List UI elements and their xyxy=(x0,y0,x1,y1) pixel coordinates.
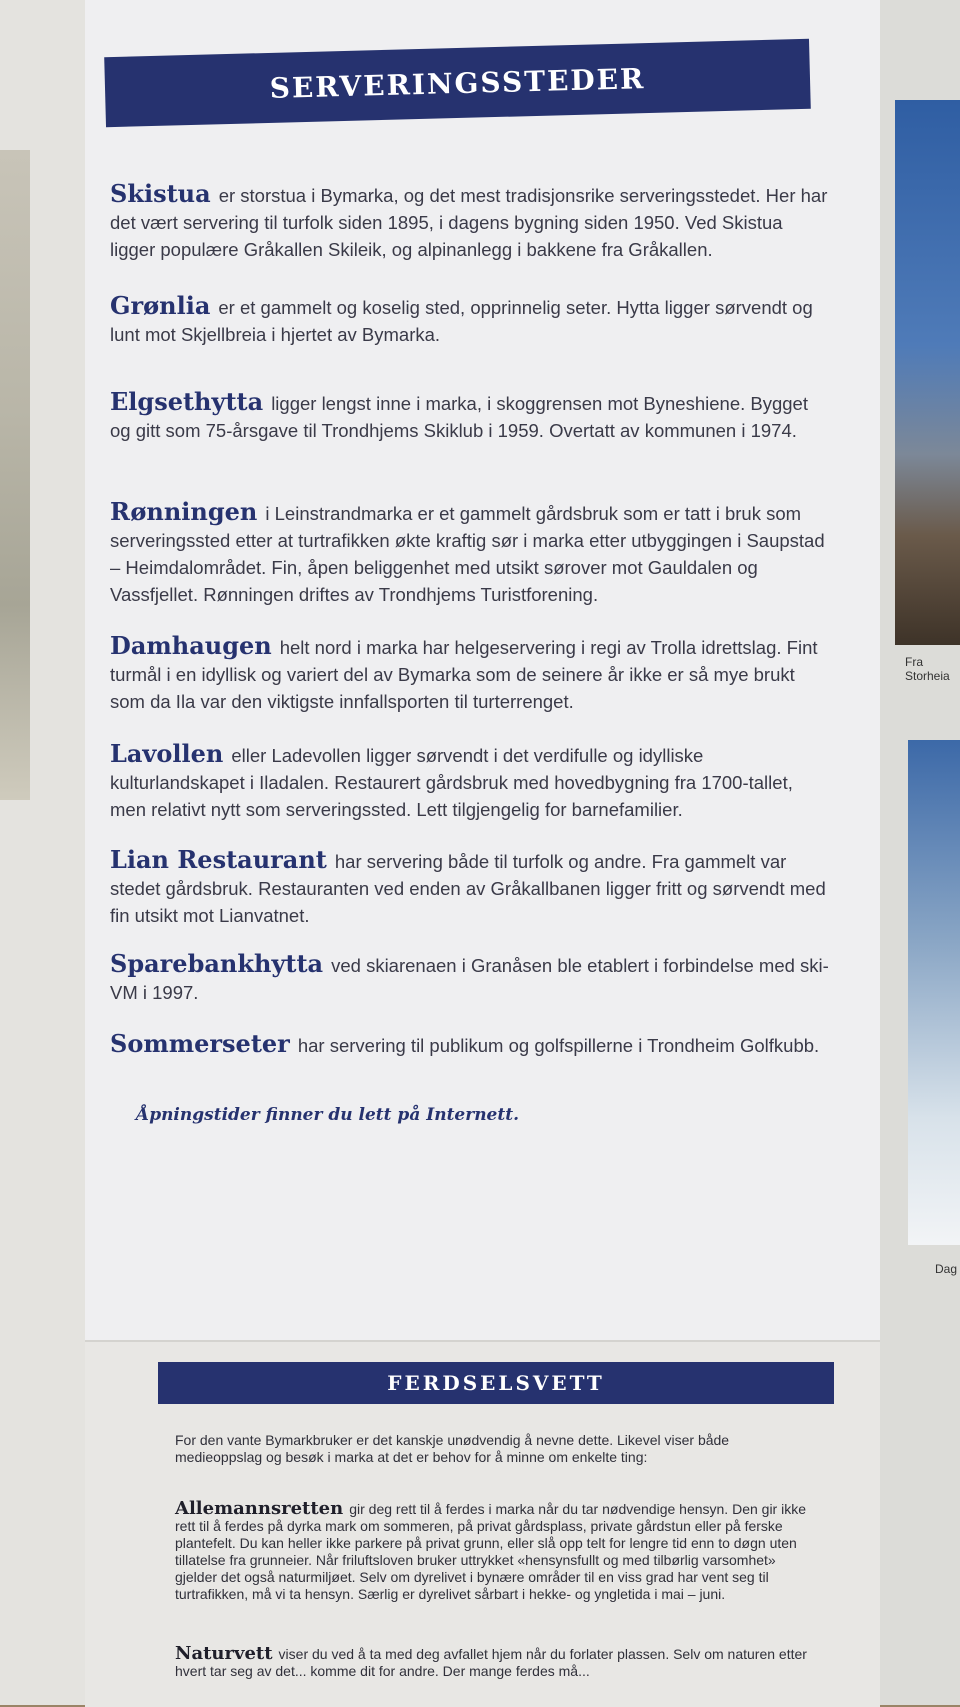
entry-name: Lian Restaurant xyxy=(110,845,327,874)
entry-lian-restaurant xyxy=(110,846,830,929)
naturvett-text: viser du ved å ta med deg avfallet hjem når du forlater plassen. Selv om naturen etter hvert tar seg av det... komme dit for andre. Der mange ferdes må... xyxy=(175,1646,807,1679)
entry-name: Grønlia xyxy=(110,291,211,320)
entry-text: i Leinstrandmarka er et gammelt gårdsbruk som er tatt i bruk som serveringssted etter at turtrafikken økte kraftig sør i marka etter utbyggingen i Saupstad – Heimdalområdet. Fin, åpen beliggenhet med utsikt sørover mot Gauldalen og Vassfjellet. Rønningen driftes av Trondhjems Turistforening. xyxy=(110,503,825,605)
allemannsretten-text: gir deg rett til å ferdes i marka når du tar nødvendige hensyn. Den gir ikke rett til å ferdes på dyrka mark om sommeren, på privat gårdsplass, private gårdstun eller på ferske plantefelt. Du kan heller ikke parkere på privat grunn, eller slå opp telt for lengre tid enn to døgn uten tillatelse fra grunneier. Når friluftsloven bruker uttrykket «hensynsfullt og med tilbørlig varsomhet» gjelder det også naturmiljøet. Selv om dyrelivet i bynære områder til en viss grad har vent seg til turtrafikken, må vi ta hensyn. Særlig er dyrelivet sårbart i hekke- og yngletida i mai – juni. xyxy=(175,1501,807,1602)
entry-ronningen xyxy=(110,498,830,608)
allemannsretten-paragraph xyxy=(175,1500,815,1603)
entry-skistua xyxy=(110,180,830,263)
entry-name: Skistua xyxy=(110,179,211,208)
entry-damhaugen xyxy=(110,632,830,715)
entry-name: Lavollen xyxy=(110,739,224,768)
opening-hours-note: Åpningstider finner du lett på Internett. xyxy=(136,1105,519,1125)
entry-sommerseter xyxy=(110,1030,830,1059)
entry-text: eller Ladevollen ligger sørvendt i det verdifulle og idylliske kulturlandskapet i Iladalen. Restaurert gårdsbruk med hovedbygning fra 1700-tallet, men relativt nytt som serveringssted. Lett tilgjengelig for barnefamilier. xyxy=(110,745,793,820)
entry-text: har servering til publikum og golfspillerne i Trondheim Golfkubb. xyxy=(297,1035,820,1056)
entry-lavollen xyxy=(110,740,830,823)
photo-caption-1: Fra Storheia xyxy=(905,655,950,683)
entry-text: ved skiarenaen i Granåsen ble etablert i forbindelse med ski-VM i 1997. xyxy=(110,955,829,1003)
entry-text: ligger lengst inne i marka, i skoggrensen mot Byneshiene. Bygget og gitt som 75-årsgave til Trondhjems Skiklub i 1959. Overtatt av kommunen i 1974. xyxy=(110,393,808,441)
allemannsretten-heading: Allemannsretten xyxy=(175,1498,344,1519)
photo-storheia xyxy=(895,100,960,645)
map-strip xyxy=(0,150,30,800)
entry-elgsethytta xyxy=(110,388,830,444)
page-title: SERVERINGSSTEDER xyxy=(104,39,811,127)
entry-text: har servering både til turfolk og andre. Fra gammelt var stedet gårdsbruk. Restauranten ved enden av Gråkallbanen ligger fritt og sørvendt med fin utsikt mot Lianvatnet. xyxy=(110,851,826,926)
entry-text: er et gammelt og koselig sted, opprinnelig seter. Hytta ligger sørvendt og lunt mot Skjellbreia i hjertet av Bymarka. xyxy=(110,297,813,345)
ferdselsvett-intro: For den vante Bymarkbruker er det kanskje unødvendig å nevne dette. Likevel viser både medieoppslag og besøk i marka at det er behov for å minne om enkelte ting: xyxy=(175,1432,730,1465)
entry-name: Elgsethytta xyxy=(110,387,264,416)
photo-caption-2: Dag xyxy=(935,1262,958,1276)
entry-name: Rønningen xyxy=(110,497,258,526)
entry-gronlia xyxy=(110,292,830,348)
entry-name: Sommerseter xyxy=(110,1029,290,1058)
entry-name: Damhaugen xyxy=(110,631,272,660)
section-title-ferdselsvett: FERDSELSVETT xyxy=(158,1362,834,1404)
photo-winter-tree xyxy=(908,740,960,1245)
naturvett-paragraph xyxy=(175,1645,815,1680)
entry-text: er storstua i Bymarka, og det mest tradisjonsrike serveringsstedet. Her har det vært servering til turfolk siden 1895, i dagens bygning siden 1950. Ved Skistua ligger populære Gråkallen Skileik, og alpinanlegg i bakkene fra Gråkallen. xyxy=(110,185,828,260)
entry-name: Sparebankhytta xyxy=(110,949,324,978)
entry-text: helt nord i marka har helgeservering i regi av Trolla idrettslag. Fint turmål i en idyllisk og variert del av Bymarka som de seinere år ikke er så mye brukt som da Ila var den viktigste innfallsporten til turterrenget. xyxy=(110,637,818,712)
entry-sparebankhytta xyxy=(110,950,830,1006)
naturvett-heading: Naturvett xyxy=(175,1643,273,1664)
